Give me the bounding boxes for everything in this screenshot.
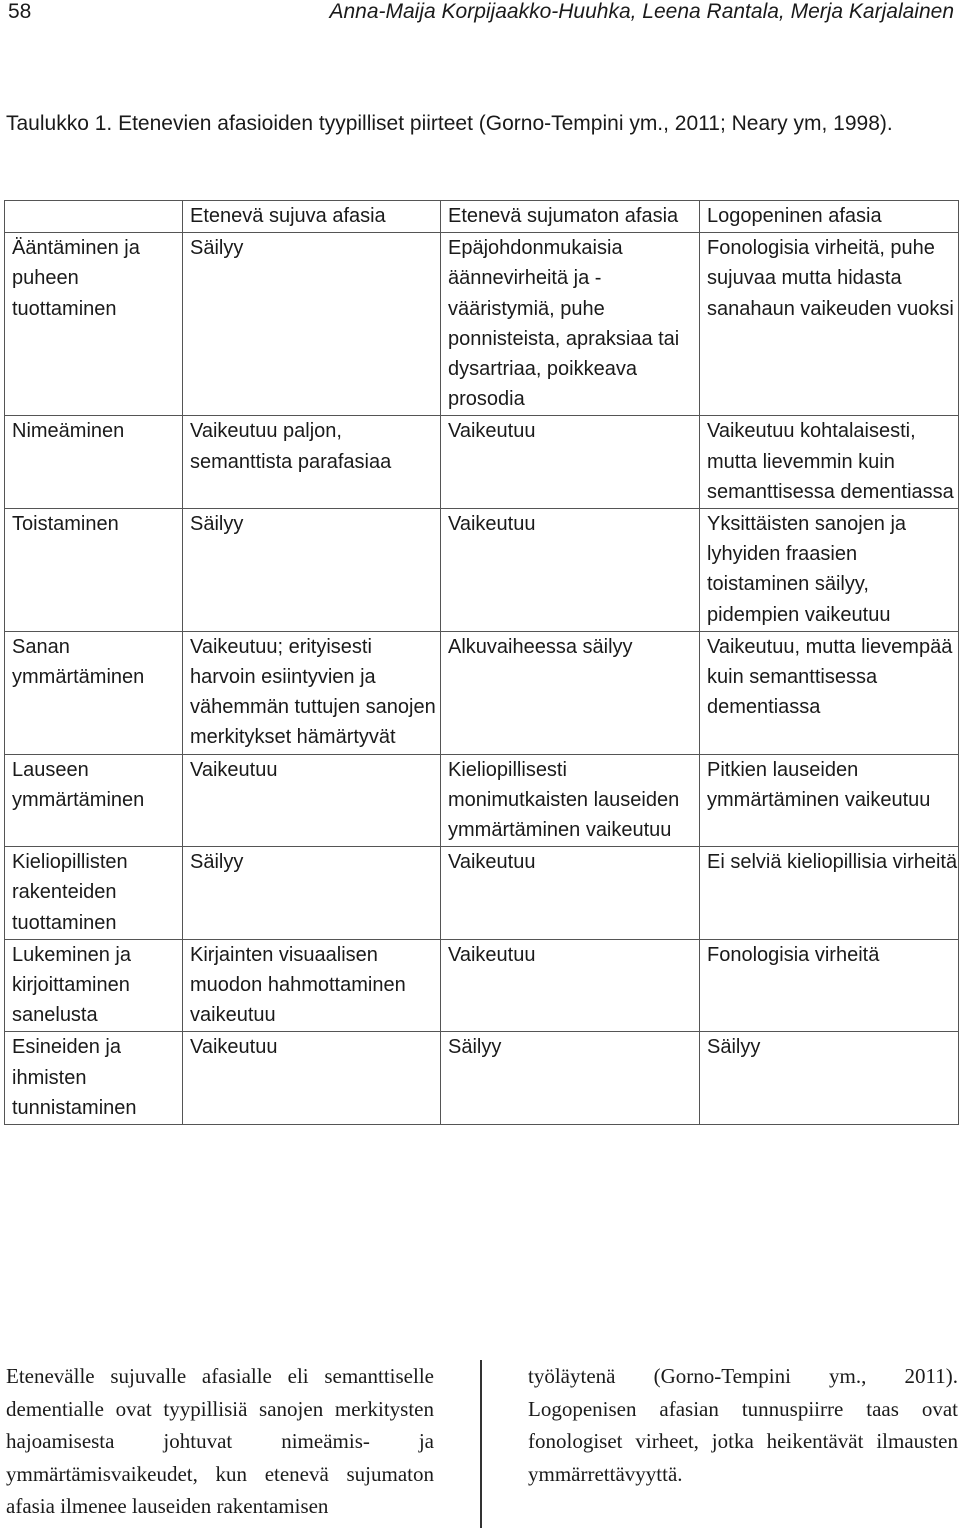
table-cell: Vaikeutuu [441,847,700,940]
table-cell: Säilyy [441,1032,700,1125]
table-cell: Vaikeutuu kohtalaisesti, mutta lievemmin kuin semanttisessa dementiassa [700,416,959,509]
table-row [5,754,959,847]
row-label-cell: Ääntäminen ja puheen tuottaminen [5,233,183,416]
row-label-cell: Sanan ymmärtäminen [5,631,183,754]
table-row [5,631,959,754]
column-divider [480,1360,482,1528]
table-header-row [5,201,959,233]
table-row [5,233,959,416]
table-cell: Alkuvaiheessa säilyy [441,631,700,754]
table-cell: Kieliopillisesti monimutkaisten lauseiden ymmärtäminen vaikeutuu [441,754,700,847]
table-caption: Taulukko 1. Etenevien afasioiden tyypilliset piirteet (Gorno-Tempini ym., 2011; Neary ym, 1998). [6,112,893,135]
table-cell: Fonologisia virheitä, puhe sujuvaa mutta hidasta sanahaun vaikeuden vuoksi [700,233,959,416]
table-cell: Vaikeutuu paljon, semanttista parafasiaa [183,416,441,509]
table-cell: Fonologisia virheitä [700,939,959,1032]
table-cell: Vaikeutuu [441,416,700,509]
table-cell: Säilyy [183,233,441,416]
table-cell: Vaikeutuu [441,509,700,632]
table-row [5,416,959,509]
row-label-cell: Kieliopillisten rakenteiden tuottaminen [5,847,183,940]
table-cell: Yksittäisten sanojen ja lyhyiden fraasien toistaminen säilyy, pidempien vaikeutuu [700,509,959,632]
row-label-cell: Toistaminen [5,509,183,632]
table-cell: Vaikeutuu, mutta lievempää kuin semanttisessa dementiassa [700,631,959,754]
table-cell: Vaikeutuu [183,754,441,847]
table-cell: Vaikeutuu [183,1032,441,1125]
header-cell: Etenevä sujumaton afasia [441,201,700,233]
header-cell: Logopeninen afasia [700,201,959,233]
table-row [5,847,959,940]
table-row [5,509,959,632]
running-header-authors: Anna-Maija Korpijaakko-Huuhka, Leena Rantala, Merja Karjalainen [329,0,954,23]
row-label-cell: Lauseen ymmärtäminen [5,754,183,847]
table-cell: Säilyy [700,1032,959,1125]
table-cell: Kirjainten visuaalisen muodon hahmottaminen vaikeutuu [183,939,441,1032]
row-label-cell: Lukeminen ja kirjoittaminen sanelusta [5,939,183,1032]
header-cell: Etenevä sujuva afasia [183,201,441,233]
table-cell: Vaikeutuu [441,939,700,1032]
row-label-cell: Nimeäminen [5,416,183,509]
table-cell: Säilyy [183,847,441,940]
table-row [5,939,959,1032]
features-table [4,200,959,1125]
table-cell: Vaikeutuu; erityisesti harvoin esiintyvien ja vähemmän tuttujen sanojen merkitykset hämärtyvät [183,631,441,754]
table-row [5,1032,959,1125]
table-cell: Pitkien lauseiden ymmärtäminen vaikeutuu [700,754,959,847]
body-text-left-column: Etenevälle sujuvalle afasialle eli semanttiselle dementialle ovat tyypillisiä sanojen merkitysten hajoamisesta johtuvat nimeämis- ja ymmärtämisvaikeudet, kun etenevä sujumaton afasia ilmenee lauseiden rakentamisen [6,1364,434,1518]
table-cell: Ei selviä kieliopillisia virheitä [700,847,959,940]
row-label-cell: Esineiden ja ihmisten tunnistaminen [5,1032,183,1125]
table-cell: Säilyy [183,509,441,632]
body-text-right-column: työläytenä (Gorno-Tempini ym., 2011). Logopenisen afasian tunnuspiirre taas ovat fonologiset virheet, jotka heikentävät ilmausten ymmärrettävyyttä. [528,1364,958,1486]
header-cell-empty [5,201,183,233]
table-cell: Epäjohdonmukaisia äännevirheitä ja -vääristymiä, puhe ponnisteista, apraksiaa tai dysartriaa, poikkeava prosodia [441,233,700,416]
page-number: 58 [8,0,32,23]
running-header [0,0,960,30]
